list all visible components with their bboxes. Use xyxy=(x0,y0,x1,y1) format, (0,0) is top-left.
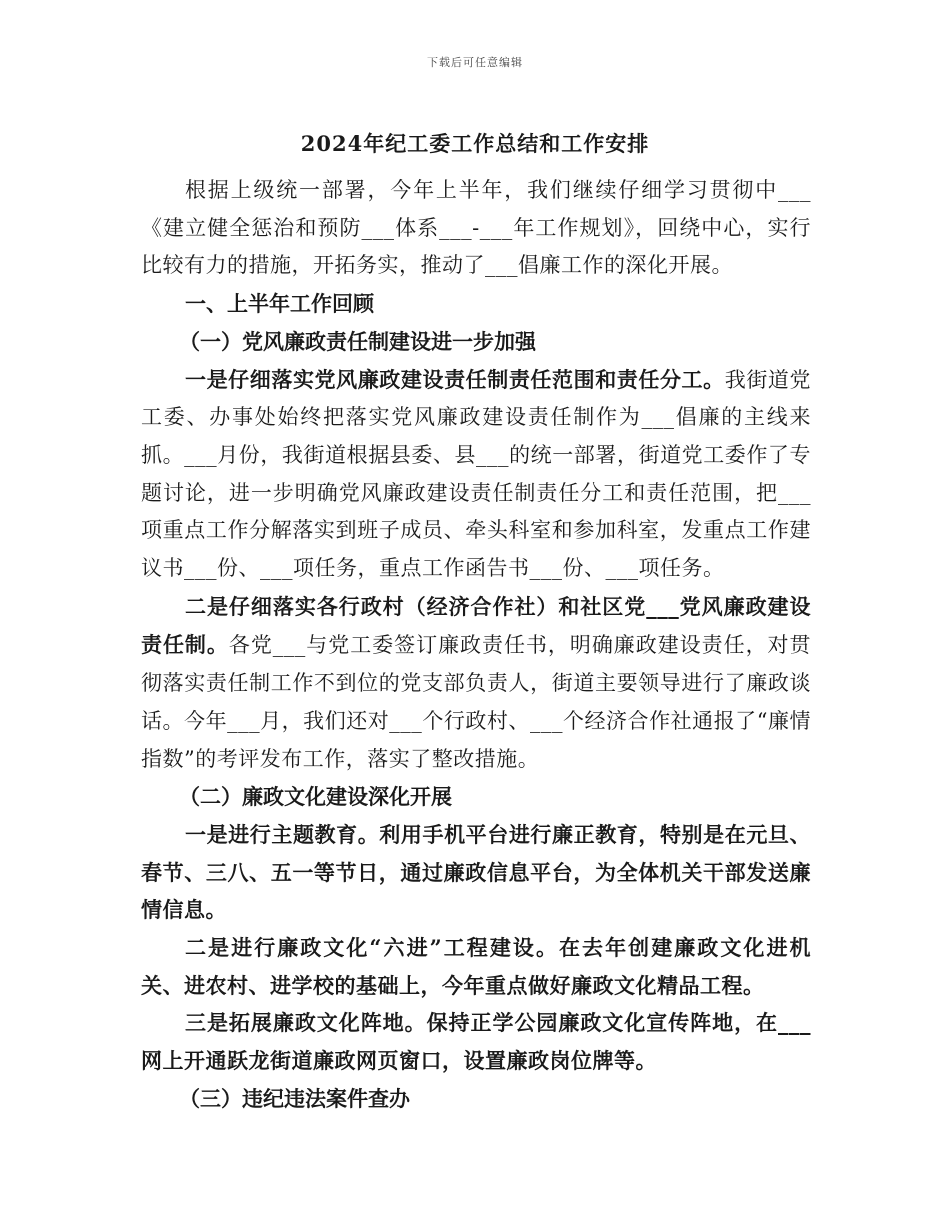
intro-paragraph: 根据上级统一部署，今年上半年，我们继续仔细学习贯彻中___《建立健全惩治和预防___体系___-___年工作规划》，回绕中心，实行比较有力的措施，开拓务实，推动了___倡廉工作的深化开展。 xyxy=(141,178,811,278)
item1-text: 我街道党工委、办事处始终把落实党风廉政建设责任制作为___倡廉的主线来抓。___月份，我街道根据县委、县___的统一部署，街道党工委作了专题讨论，进一步明确党风廉政建设责任制责任分工和责任范围，把___项重点工作分解落实到班子成员、牵头科室和参加科室，发重点工作建议书___份、___项任务，重点工作函告书___份、___项任务。 xyxy=(141,367,812,581)
paragraph-item1 xyxy=(141,361,811,588)
paragraph-culture-3: 三是拓展廉政文化阵地。保持正学公园廉政文化宣传阵地，在___网上开通跃龙街道廉政网页窗口，设置廉政岗位牌等。 xyxy=(141,1010,811,1074)
document-title: 2024年纪工委工作总结和工作安排 xyxy=(300,131,650,156)
header-note: 下载后可任意编辑 xyxy=(427,56,523,69)
subsection-heading-responsibility: （一）党风廉政责任制建设进一步加强 xyxy=(179,328,536,354)
subsection-heading-culture: （二）廉政文化建设深化开展 xyxy=(179,784,452,810)
paragraph-item2 xyxy=(141,588,811,779)
document-body xyxy=(141,172,811,1118)
paragraph-culture-2: 二是进行廉政文化“六进”工程建设。在去年创建廉政文化进机关、进农村、进学校的基础上，今年重点做好廉政文化精品工程。 xyxy=(141,935,811,998)
paragraph-culture-1: 一是进行主题教育。利用手机平台进行廉正教育，特别是在元旦、春节、三八、五一等节日，通过廉政信息平台，为全体机关干部发送廉情信息。 xyxy=(141,821,811,923)
item1-lead: 一是仔细落实党风廉政建设责任制责任范围和责任分工。 xyxy=(185,366,725,392)
item2-text: 各党___与党工委签订廉政责任书，明确廉政建设责任，对贯彻落实责任制工作不到位的党支部负责人，街道主要领导进行了廉政谈话。今年___月，我们还对___个行政村、___个经济合作社通报了“廉情指数”的考评发布工作，落实了整改措施。 xyxy=(141,633,812,771)
subsection-heading-cases: （三）违纪违法案件查办 xyxy=(179,1085,410,1111)
section-heading-review: 一、上半年工作回顾 xyxy=(185,291,374,317)
item2-lead: 二是仔细落实各行政村（经济合作社）和社区党___党风廉政建设责任制。 xyxy=(141,593,811,658)
